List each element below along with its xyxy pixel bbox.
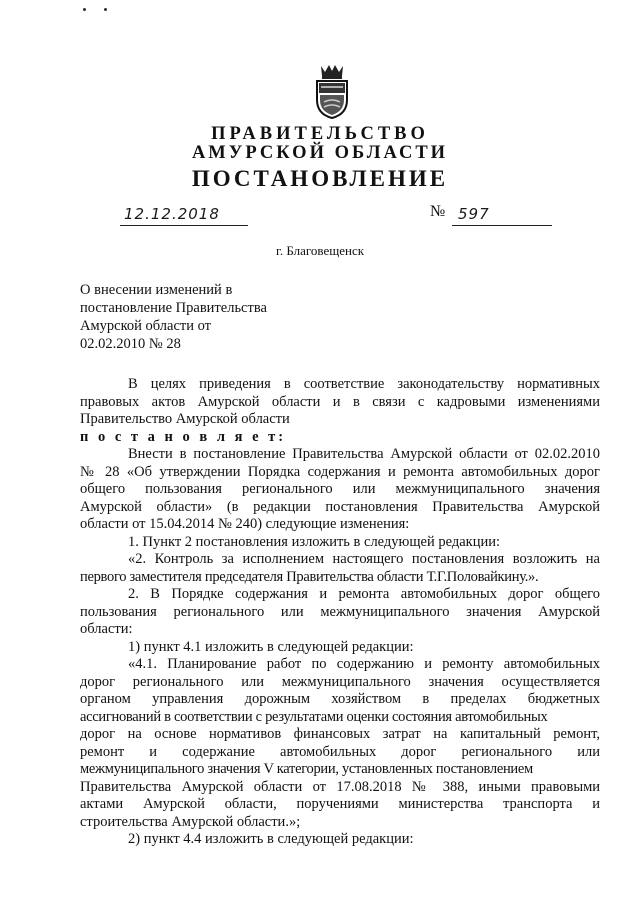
- government-name-line1: ПРАВИТЕЛЬСТВО: [211, 124, 429, 144]
- body-line: «4.1. Планирование работ по содержанию и ремонту автомобильных: [128, 656, 600, 672]
- handwritten-date: 12.12.2018: [124, 205, 220, 223]
- body-line: первого заместителя председателя Правительства области Т.Г.Половайкину.».: [80, 568, 539, 585]
- body-line: правовых актов Амурской области и в связи с кадровыми изменениями: [80, 393, 600, 410]
- date-field: [120, 203, 248, 226]
- body-line: 2. В Порядке содержания и ремонта автомобильных дорог общего: [128, 586, 600, 602]
- body-line: 2) пункт 4.4 изложить в следующей редакции:: [128, 831, 414, 847]
- amur-oblast-coat-of-arms-icon: [313, 62, 351, 120]
- handwritten-number: 597: [458, 205, 490, 223]
- body-line: пользования регионального или межмуниципального значения Амурской: [80, 603, 600, 620]
- body-line: общего пользования регионального или межмуниципального значения: [80, 481, 600, 497]
- body-line: дорог регионального или межмуниципального значения осуществляется: [80, 673, 600, 690]
- title-line: О внесении изменений в: [80, 282, 233, 298]
- body-line: Правительство Амурской области: [80, 411, 290, 427]
- document-body: [80, 376, 600, 849]
- body-line: В целях приведения в соответствие законодательству нормативных: [128, 376, 600, 392]
- body-line: области от 15.04.2014 № 240) следующие изменения:: [80, 516, 410, 532]
- body-line: Амурской области» (в редакции постановления Правительства Амурской: [80, 498, 600, 515]
- body-line: «2. Контроль за исполнением настоящего постановления возложить на: [128, 551, 600, 567]
- body-line: области:: [80, 621, 133, 637]
- scan-speck: [104, 8, 107, 11]
- body-line: Правительства Амурской области от 17.08.2018 № 388, иными правовыми: [80, 778, 600, 795]
- number-field: [452, 203, 552, 226]
- body-line: ремонт и содержание автомобильных дорог регионального или: [80, 743, 600, 760]
- title-line: Амурской области от: [80, 318, 212, 334]
- number-sign: №: [430, 203, 446, 220]
- body-line: 1. Пункт 2 постановления изложить в следующей редакции:: [128, 533, 501, 550]
- title-line: 02.02.2010 № 28: [80, 336, 181, 352]
- body-line: межмуниципального значения V категории, установленных постановлением: [80, 761, 533, 777]
- body-line: ассигнований в соответствии с результатами оценки состояния автомобильных: [80, 708, 548, 725]
- body-line: № 28 «Об утверждении Порядка содержания и ремонта автомобильных дорог: [80, 463, 600, 480]
- body-line: дорог на основе нормативов финансовых затрат на капитальный ремонт,: [80, 726, 600, 742]
- government-name-line2: АМУРСКОЙ ОБЛАСТИ: [191, 143, 449, 163]
- resolves-keyword: п о с т а н о в л я е т:: [80, 428, 287, 445]
- document-title: [80, 281, 340, 353]
- body-line: 1) пункт 4.1 изложить в следующей редакции:: [128, 638, 414, 655]
- body-line: строительства Амурской области.»;: [80, 813, 301, 830]
- body-line: органом управления дорожным хозяйством в пределах бюджетных: [80, 691, 600, 707]
- document-type-heading: ПОСТАНОВЛЕНИЕ: [191, 166, 449, 191]
- scan-speck: [83, 8, 86, 11]
- title-line: постановление Правительства: [80, 300, 267, 316]
- city-name: г. Благовещенск: [275, 243, 365, 258]
- body-line: Внести в постановление Правительства Амурской области от 02.02.2010: [128, 446, 600, 462]
- body-line: актами Амурской области, поручениями министерства транспорта и: [80, 796, 600, 812]
